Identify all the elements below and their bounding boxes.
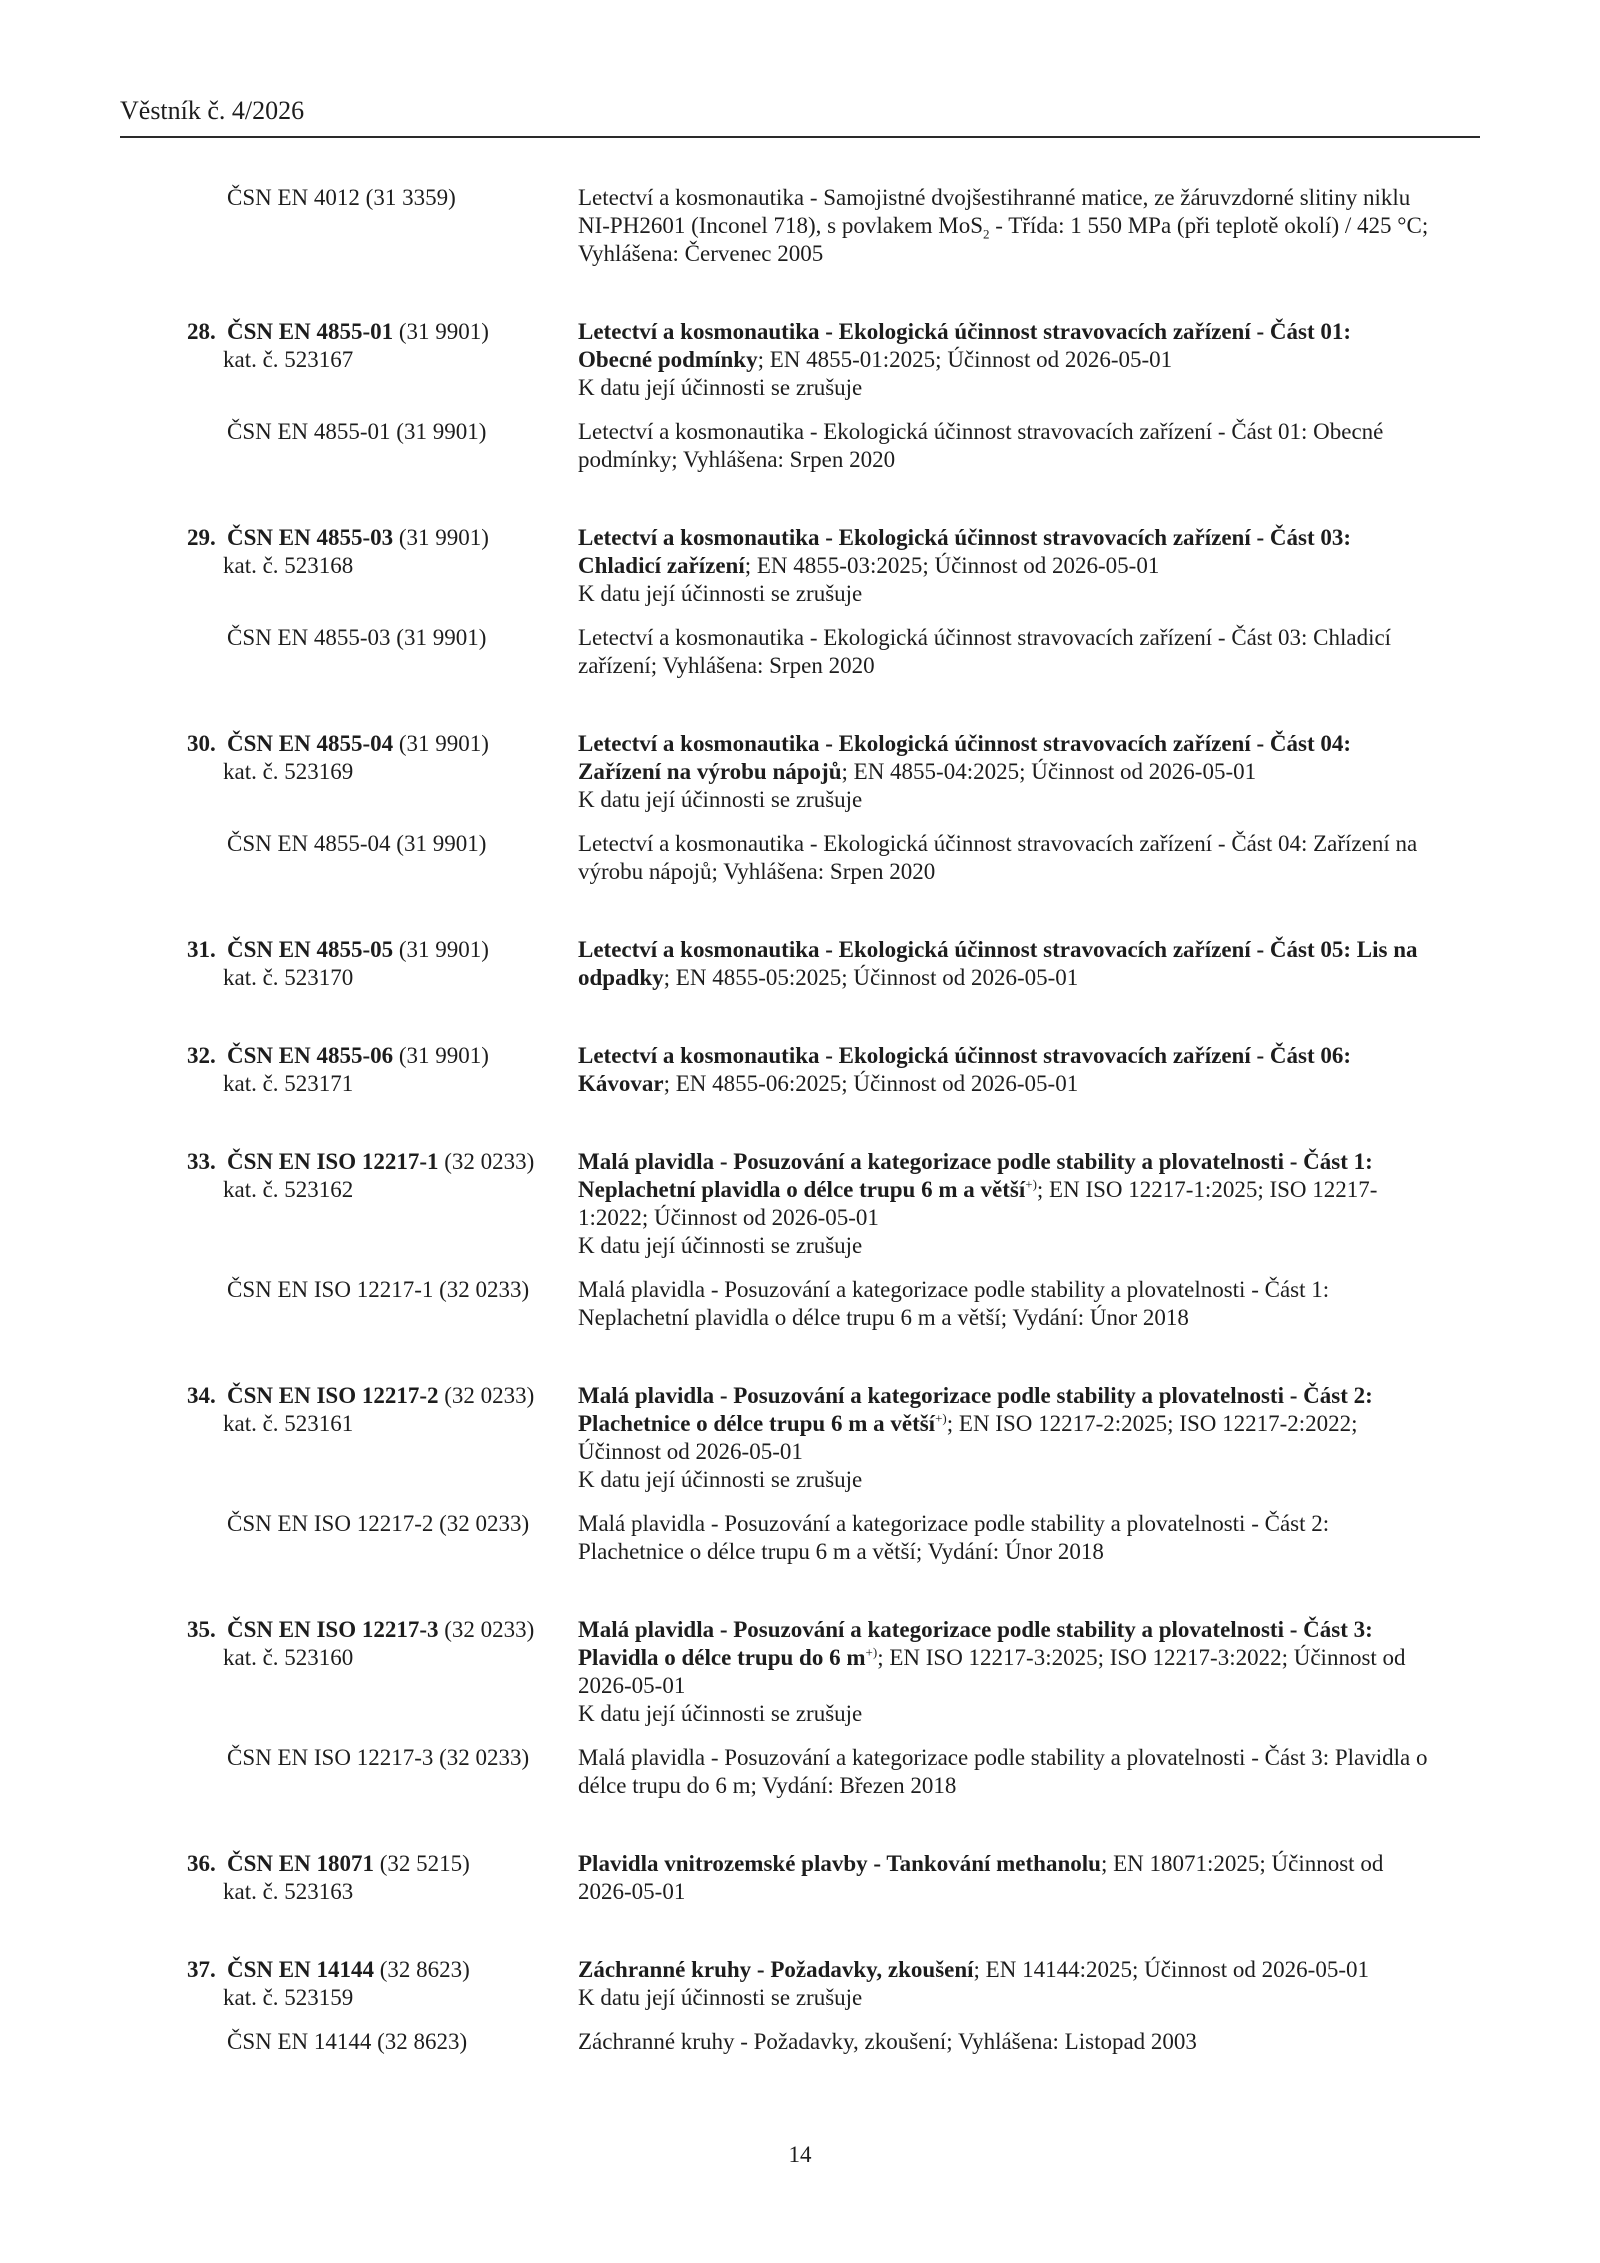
superseded-description: Malá plavidla - Posuzování a kategorizace podle stability a plovatelnosti - Část 1: Neplachetní plavidla o délce trupu 6 m a větší; Vydání: Únor 2018 <box>578 1277 1330 1330</box>
entry-main-row <box>187 1382 1430 1494</box>
class-code: (32 5215) <box>379 1851 470 1876</box>
standard-title: Letectví a kosmonautika - Ekologická účinnost stravovacích zařízení - Část 06: Kávovar <box>578 1043 1352 1096</box>
class-code: (31 3359) <box>365 185 456 210</box>
standard-ref: ; EN ISO 12217-3:2025; ISO 12217-3:2022; Účinnost od 2026-05-01 <box>578 1645 1406 1698</box>
class-code: (31 9901) <box>398 937 489 962</box>
chemical-subscript: 2 <box>983 226 990 242</box>
superseded-row <box>187 624 1430 680</box>
entry-main-row <box>187 1956 1430 2012</box>
catalog-number: kat. č. 523170 <box>223 965 354 990</box>
class-code: (32 0233) <box>444 1383 535 1408</box>
standard-title: Letectví a kosmonautika - Ekologická účinnost stravovacích zařízení - Část 01: Obecné podmínky <box>578 319 1352 372</box>
superseded-description: Malá plavidla - Posuzování a kategorizace podle stability a plovatelnosti - Část 2: Plachetnice o délce trupu 6 m a větší; Vydání: Únor 2018 <box>578 1511 1330 1564</box>
standard-ref: ; EN 4855-01:2025; Účinnost od 2026-05-01 <box>757 347 1173 372</box>
standard-ref: ; EN 4855-05:2025; Účinnost od 2026-05-01 <box>663 965 1079 990</box>
standard-id: ČSN EN ISO 12217-2 <box>227 1383 439 1408</box>
catalog-number: kat. č. 523171 <box>223 1071 354 1096</box>
page-header <box>120 0 1480 138</box>
standard-title: Letectví a kosmonautika - Ekologická účinnost stravovacích zařízení - Část 03: Chladicí zařízení <box>578 525 1352 578</box>
standard-description <box>578 1382 1430 1466</box>
catalog-number: kat. č. 523159 <box>223 1985 354 2010</box>
superseded-id: ČSN EN 14144 (32 8623) <box>227 2029 468 2054</box>
entry-main-row <box>187 318 1430 402</box>
standard-id: ČSN EN 4855-06 <box>227 1043 394 1068</box>
catalog-number: kat. č. 523169 <box>223 759 354 784</box>
entry-main-row <box>187 1850 1430 1906</box>
superseded-id: ČSN EN 4855-03 (31 9901) <box>227 625 487 650</box>
standard-title: Malá plavidla - Posuzování a kategorizace podle stability a plovatelnosti - Část 2: Plachetnice o délce trupu 6 m a větší <box>578 1383 1373 1436</box>
standard-entry <box>187 1956 1430 2056</box>
class-code: (32 0233) <box>444 1617 535 1642</box>
entry-number: 33. <box>187 1149 216 1174</box>
standard-id-line <box>187 524 568 552</box>
entry-number: 30. <box>187 731 216 756</box>
description-text-rest: - Třída: 1 550 MPa (při teplotě okolí) / 425 °C; Vyhlášena: Červenec 2005 <box>578 213 1429 266</box>
superseded-id: ČSN EN ISO 12217-3 (32 0233) <box>227 1745 530 1770</box>
superseded-description: Letectví a kosmonautika - Ekologická účinnost stravovacích zařízení - Část 03: Chladicí zařízení; Vyhlášena: Srpen 2020 <box>578 625 1392 678</box>
standard-ref: ; EN 18071:2025; Účinnost od 2026-05-01 <box>578 1851 1384 1904</box>
standard-title: Záchranné kruhy - Požadavky, zkoušení <box>578 1957 974 1982</box>
cancellation-note: K datu její účinnosti se zrušuje <box>578 1233 863 1258</box>
standard-description <box>578 936 1430 992</box>
standards-list <box>187 184 1430 2056</box>
entry-main-row <box>187 184 1430 268</box>
standard-description <box>578 1616 1430 1700</box>
entry-number: 28. <box>187 319 216 344</box>
standard-description <box>578 1042 1430 1098</box>
standard-id: ČSN EN 4012 <box>227 185 360 210</box>
page-number: 14 <box>788 2142 812 2167</box>
standard-id: ČSN EN 14144 <box>227 1957 374 1982</box>
standard-id-line <box>187 1148 568 1176</box>
class-code: (31 9901) <box>398 731 489 756</box>
standard-id: ČSN EN 4855-03 <box>227 525 394 550</box>
entry-main-row <box>187 1616 1430 1728</box>
standard-entry <box>187 936 1430 992</box>
standard-description <box>578 1956 1430 1984</box>
catalog-number: kat. č. 523167 <box>223 347 354 372</box>
cancellation-note: K datu její účinnosti se zrušuje <box>578 581 863 606</box>
standard-entry <box>187 1850 1430 1906</box>
superseded-row <box>187 830 1430 886</box>
standard-entry <box>187 1382 1430 1566</box>
catalog-number: kat. č. 523161 <box>223 1411 354 1436</box>
footnote-marker: +) <box>865 1644 878 1660</box>
superseded-description: Záchranné kruhy - Požadavky, zkoušení; Vyhlášena: Listopad 2003 <box>578 2029 1197 2054</box>
standard-id-line <box>187 184 568 212</box>
standard-ref: ; EN 4855-06:2025; Účinnost od 2026-05-01 <box>663 1071 1079 1096</box>
standard-id: ČSN EN ISO 12217-1 <box>227 1149 439 1174</box>
superseded-id: ČSN EN ISO 12217-2 (32 0233) <box>227 1511 530 1536</box>
entry-main-row <box>187 1148 1430 1260</box>
entry-main-row <box>187 524 1430 608</box>
standard-title: Plavidla vnitrozemské plavby - Tankování methanolu <box>578 1851 1101 1876</box>
standard-title: Letectví a kosmonautika - Ekologická účinnost stravovacích zařízení - Část 05: Lis na odpadky <box>578 937 1418 990</box>
standard-description <box>578 730 1430 786</box>
entry-number: 32. <box>187 1043 216 1068</box>
standard-ref: ; EN 14144:2025; Účinnost od 2026-05-01 <box>973 1957 1369 1982</box>
superseded-id: ČSN EN ISO 12217-1 (32 0233) <box>227 1277 530 1302</box>
superseded-description: Letectví a kosmonautika - Ekologická účinnost stravovacích zařízení - Část 01: Obecné podmínky; Vyhlášena: Srpen 2020 <box>578 419 1384 472</box>
superseded-description: Letectví a kosmonautika - Ekologická účinnost stravovacích zařízení - Část 04: Zařízení na výrobu nápojů; Vyhlášena: Srpen 2020 <box>578 831 1418 884</box>
cancellation-note: K datu její účinnosti se zrušuje <box>578 787 863 812</box>
superseded-row <box>187 1510 1430 1566</box>
superseded-row <box>187 1744 1430 1800</box>
standard-entry <box>187 1616 1430 1800</box>
standard-id: ČSN EN 4855-01 <box>227 319 394 344</box>
standard-description <box>578 184 1430 268</box>
standard-id-line <box>187 730 568 758</box>
catalog-number: kat. č. 523162 <box>223 1177 354 1202</box>
entry-number: 29. <box>187 525 216 550</box>
entry-main-row <box>187 936 1430 992</box>
standard-id-line <box>187 1956 568 1984</box>
entry-number: 31. <box>187 937 216 962</box>
class-code: (31 9901) <box>398 319 489 344</box>
standard-id: ČSN EN 4855-04 <box>227 731 394 756</box>
catalog-number: kat. č. 523168 <box>223 553 354 578</box>
catalog-number: kat. č. 523160 <box>223 1645 354 1670</box>
entry-main-row <box>187 730 1430 814</box>
standard-id-line <box>187 1850 568 1878</box>
entry-number: 37. <box>187 1957 216 1982</box>
standard-id-line <box>187 936 568 964</box>
bulletin-title: Věstník č. 4/2026 <box>120 96 305 125</box>
standard-ref: ; EN 4855-03:2025; Účinnost od 2026-05-01 <box>744 553 1160 578</box>
footnote-marker: +) <box>935 1410 947 1426</box>
standard-ref: ; EN 4855-04:2025; Účinnost od 2026-05-01 <box>841 759 1257 784</box>
standard-id-line <box>187 1042 568 1070</box>
standard-title: Letectví a kosmonautika - Ekologická účinnost stravovacích zařízení - Část 04: Zařízení na výrobu nápojů <box>578 731 1352 784</box>
superseded-description: Malá plavidla - Posuzování a kategorizace podle stability a plovatelnosti - Část 3: Plavidla o délce trupu do 6 m; Vydání: Březen 2018 <box>578 1745 1428 1798</box>
standard-ref: ; EN ISO 12217-2:2025; ISO 12217-2:2022; Účinnost od 2026-05-01 <box>578 1411 1358 1464</box>
superseded-id: ČSN EN 4855-04 (31 9901) <box>227 831 487 856</box>
superseded-row <box>187 418 1430 474</box>
standard-id-line <box>187 318 568 346</box>
entry-number: 35. <box>187 1617 216 1642</box>
cancellation-note: K datu její účinnosti se zrušuje <box>578 375 863 400</box>
class-code: (32 0233) <box>444 1149 535 1174</box>
standard-entry <box>187 1042 1430 1098</box>
standard-description <box>578 1148 1430 1232</box>
class-code: (32 8623) <box>379 1957 470 1982</box>
cancellation-note: K datu její účinnosti se zrušuje <box>578 1701 863 1726</box>
class-code: (31 9901) <box>398 525 489 550</box>
standard-title: Malá plavidla - Posuzování a kategorizace podle stability a plovatelnosti - Část 1: Neplachetní plavidla o délce trupu 6 m a větší <box>578 1149 1373 1202</box>
description-text: Letectví a kosmonautika - Samojistné dvojšestihranné matice, ze žáruvzdorné slitiny niklu NI-PH2601 (Inconel 718), s povlakem MoS <box>578 185 1411 238</box>
standard-id-line <box>187 1382 568 1410</box>
superseded-row <box>187 1276 1430 1332</box>
cancellation-note: K datu její účinnosti se zrušuje <box>578 1985 863 2010</box>
standard-description <box>578 1850 1430 1906</box>
standard-entry <box>187 524 1430 680</box>
entry-number: 36. <box>187 1851 216 1876</box>
standard-entry <box>187 1148 1430 1332</box>
superseded-id: ČSN EN 4855-01 (31 9901) <box>227 419 487 444</box>
standard-entry <box>187 184 1430 268</box>
entry-number: 34. <box>187 1383 216 1408</box>
standard-description <box>578 318 1430 374</box>
standard-ref: ; EN ISO 12217-1:2025; ISO 12217-1:2022; Účinnost od 2026-05-01 <box>578 1177 1378 1230</box>
standard-entry <box>187 730 1430 886</box>
superseded-row <box>187 2028 1430 2056</box>
standard-id: ČSN EN 18071 <box>227 1851 374 1876</box>
footnote-marker: +) <box>1025 1176 1037 1192</box>
standard-entry <box>187 318 1430 474</box>
entry-main-row <box>187 1042 1430 1098</box>
cancellation-note: K datu její účinnosti se zrušuje <box>578 1467 863 1492</box>
standard-title: Malá plavidla - Posuzování a kategorizace podle stability a plovatelnosti - Část 3: Plavidla o délce trupu do 6 m <box>578 1617 1373 1670</box>
standard-id: ČSN EN ISO 12217-3 <box>227 1617 439 1642</box>
class-code: (31 9901) <box>398 1043 489 1068</box>
standard-id-line <box>187 1616 568 1644</box>
standard-description <box>578 524 1430 580</box>
standard-id: ČSN EN 4855-05 <box>227 937 394 962</box>
catalog-number: kat. č. 523163 <box>223 1879 354 1904</box>
